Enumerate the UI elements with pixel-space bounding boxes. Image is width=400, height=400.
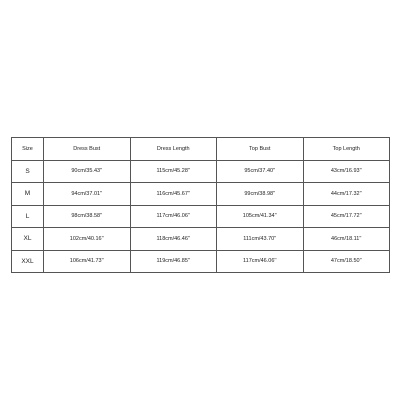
dress-length-cell: 117cm/46.06'' (130, 205, 217, 228)
dress-length-cell: 118cm/46.46'' (130, 228, 217, 251)
header-top-bust: Top Bust (217, 138, 304, 161)
header-size: Size (12, 138, 44, 161)
dress-bust-cell: 94cm/37.01'' (44, 183, 131, 206)
top-bust-cell: 95cm/37.40'' (217, 160, 304, 183)
dress-length-cell: 116cm/45.67'' (130, 183, 217, 206)
dress-bust-cell: 102cm/40.16'' (44, 228, 131, 251)
size-cell: S (12, 160, 44, 183)
top-length-cell: 47cm/18.50'' (303, 250, 390, 273)
table-row (12, 228, 390, 251)
top-length-cell: 43cm/16.93'' (303, 160, 390, 183)
header-top-length: Top Length (303, 138, 390, 161)
dress-bust-cell: 106cm/41.73'' (44, 250, 131, 273)
dress-length-cell: 115cm/45.28'' (130, 160, 217, 183)
top-bust-cell: 105cm/41.34'' (217, 205, 304, 228)
top-bust-cell: 99cm/38.98'' (217, 183, 304, 206)
top-bust-cell: 117cm/46.06'' (217, 250, 304, 273)
size-cell: M (12, 183, 44, 206)
size-cell: XL (12, 228, 44, 251)
top-length-cell: 44cm/17.32'' (303, 183, 390, 206)
top-bust-cell: 111cm/43.70'' (217, 228, 304, 251)
table-row (12, 160, 390, 183)
dress-length-cell: 119cm/46.85'' (130, 250, 217, 273)
table-row (12, 205, 390, 228)
header-dress-bust: Dress Bust (44, 138, 131, 161)
size-cell: L (12, 205, 44, 228)
dress-bust-cell: 90cm/35.43'' (44, 160, 131, 183)
table-row (12, 250, 390, 273)
size-cell: XXL (12, 250, 44, 273)
top-length-cell: 46cm/18.11'' (303, 228, 390, 251)
top-length-cell: 45cm/17.72'' (303, 205, 390, 228)
dress-bust-cell: 98cm/38.58'' (44, 205, 131, 228)
header-dress-length: Dress Length (130, 138, 217, 161)
table-header-row (12, 138, 390, 161)
table-row (12, 183, 390, 206)
size-chart-table (11, 137, 390, 273)
